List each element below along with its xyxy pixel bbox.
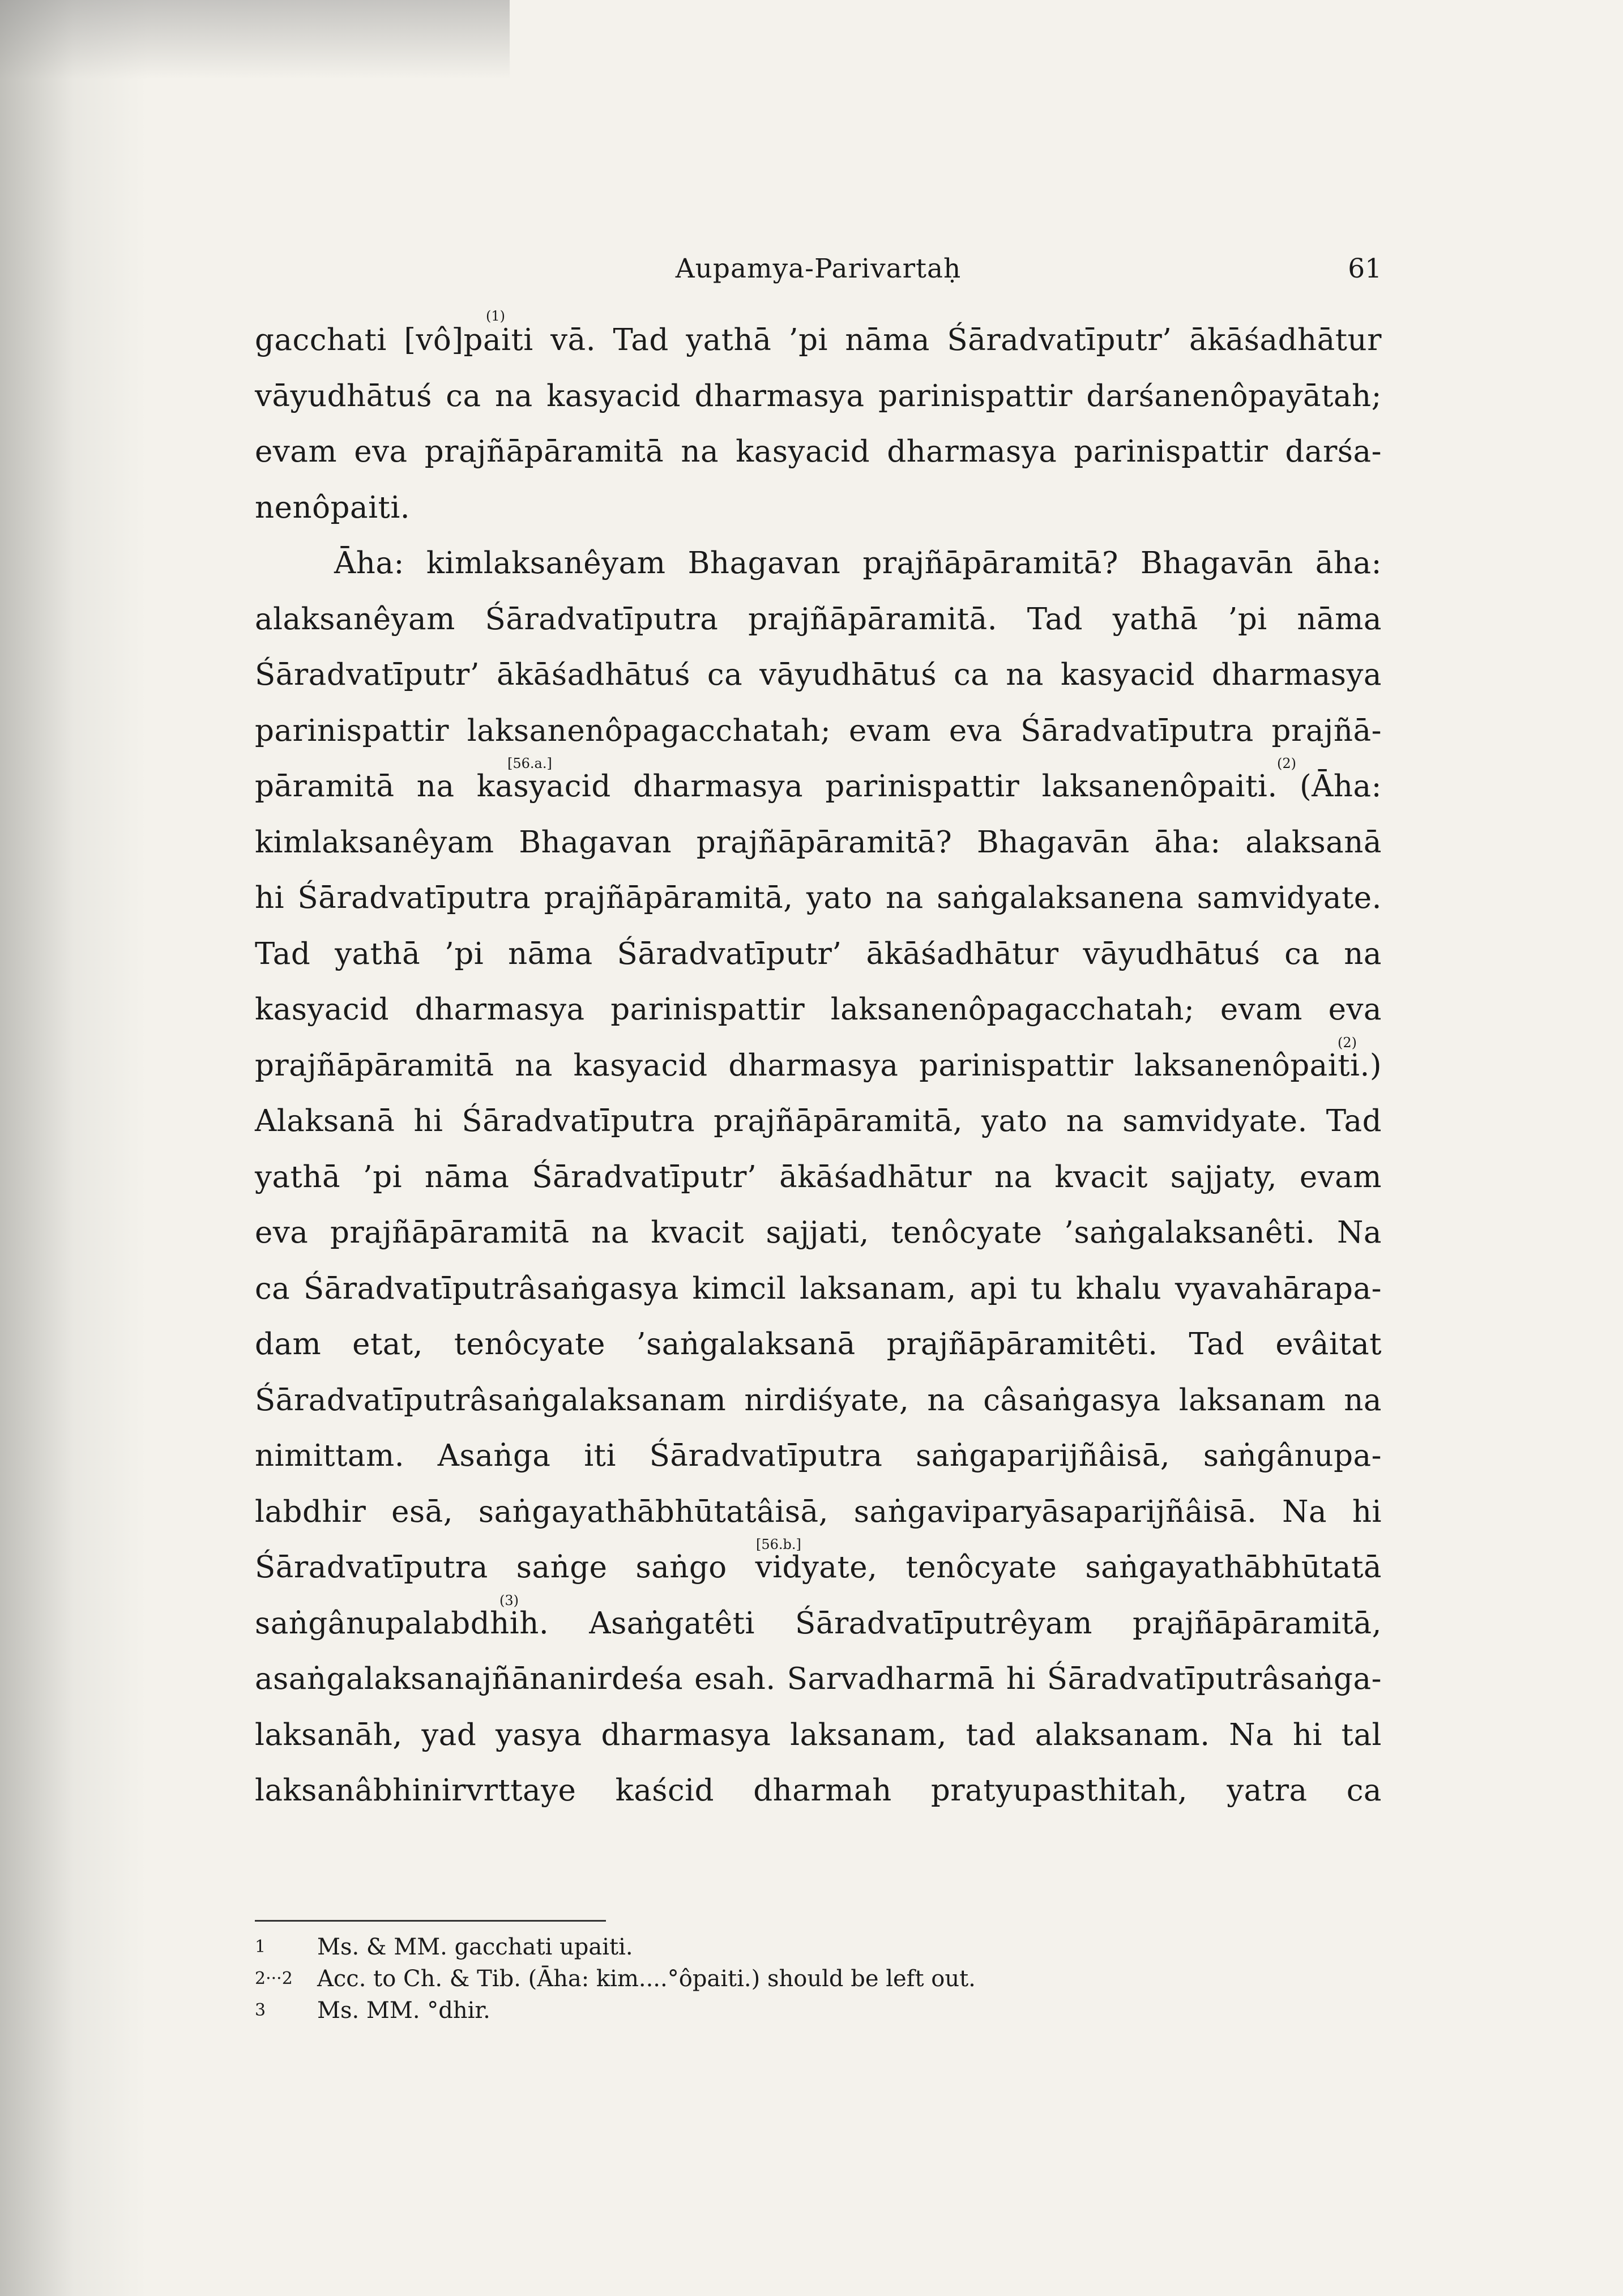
footnote-text: Acc. to Ch. & Tib. (Āha: kim....°ôpaiti.) should be left out. — [317, 1966, 976, 1992]
line-text: Śāradvatīputr’ ākāśadhātuś ca vāyudhātuś ca na kasyacid dharmasya — [255, 658, 1382, 692]
line-text: vāyudhātuś ca na kasyacid dharmasya parinispattir darśanenôpayātah; — [255, 378, 1382, 413]
line-text: Tad yathā ’pi nāma Śāradvatīputr’ ākāśadhātur vāyudhātuś ca na — [255, 936, 1382, 971]
footnote-text: Ms. & MM. gacchati upaiti. — [317, 1934, 633, 1960]
line-text: kasyacid dharmasya parinispattir laksanenôpagacchatah; evam eva — [255, 992, 1382, 1027]
text-line — [255, 756, 1382, 815]
text-line — [255, 1592, 1382, 1652]
text-line — [255, 592, 1382, 648]
text-line — [255, 369, 1382, 425]
text-line — [255, 815, 1382, 871]
margin-note-3: (3) — [499, 1592, 519, 1608]
text-line — [255, 308, 1382, 369]
footnote-mark: 3 — [255, 2000, 266, 2020]
text-line — [255, 1651, 1382, 1708]
text-line — [255, 1034, 1382, 1094]
running-title: Aupamya-Parivartaḥ — [675, 253, 962, 284]
line-text: asaṅgalaksanajñānanirdeśa esah. Sarvadharmā hi Śāradvatīputrâsaṅga- — [255, 1662, 1382, 1696]
line-text: ca Śāradvatīputrâsaṅgasya kimcil laksanam, api tu khalu vyavahārapa- — [255, 1271, 1382, 1306]
page-header — [255, 249, 1382, 289]
text-line — [255, 1484, 1382, 1540]
scan-edge-shadow — [0, 0, 147, 2296]
footnote — [255, 1931, 1382, 1963]
text-line — [255, 480, 1382, 536]
text-line — [255, 1537, 1382, 1596]
line-text: eva prajñāpāramitā na kvacit sajjati, tenôcyate ’saṅgalaksanêti. Na — [255, 1215, 1382, 1250]
scan-top-shadow — [0, 0, 510, 79]
line-text: parinispattir laksanenôpagacchatah; evam eva Śāradvatīputra prajñā- — [255, 713, 1382, 748]
line-text: prajñāpāramitā na kasyacid dharmasya parinispattir laksanenôpaiti.) — [255, 1048, 1382, 1083]
text-line — [255, 1763, 1382, 1819]
margin-note-56a: [56.a.] — [507, 756, 552, 771]
text-line — [255, 424, 1382, 480]
page-number: 61 — [1348, 253, 1382, 284]
line-text: dam etat, tenôcyate ’saṅgalaksanā prajñāpāramitêti. Tad evâitat — [255, 1327, 1382, 1362]
margin-note-56b: [56.b.] — [756, 1537, 801, 1552]
text-line — [255, 1317, 1382, 1373]
line-text: saṅgânupalabdhih. Asaṅgatêti Śāradvatīputrêyam prajñāpāramitā, — [255, 1606, 1382, 1641]
footnotes — [255, 1931, 1382, 2026]
footnote — [255, 1963, 1382, 1995]
line-text: hi Śāradvatīputra prajñāpāramitā, yato na saṅgalaksanena samvidyate. — [255, 881, 1382, 915]
text-line — [255, 1373, 1382, 1429]
line-text: laksanâbhinirvrttaye kaścid dharmah pratyupasthitah, yatra ca — [255, 1773, 1382, 1808]
footnote-mark: 2···2 — [255, 1969, 293, 1988]
line-text: Śāradvatīputrâsaṅgalaksanam nirdiśyate, na câsaṅgasya laksanam na — [255, 1382, 1382, 1418]
text-line — [255, 536, 1382, 592]
footnote-rule — [255, 1920, 606, 1922]
margin-note-2b: (2) — [1338, 1034, 1357, 1051]
line-text: nimittam. Asaṅga iti Śāradvatīputra saṅgaparijñâisā, saṅgânupa- — [255, 1439, 1382, 1473]
footnote-mark: 1 — [255, 1937, 266, 1957]
text-line — [255, 1094, 1382, 1150]
text-line — [255, 870, 1382, 927]
line-text: gacchati [vô]paiti vā. Tad yathā ’pi nāma Śāradvatīputr’ ākāśadhātur — [255, 323, 1382, 357]
line-text: Śāradvatīputra saṅge saṅgo vidyate, tenôcyate saṅgayathābhūtatā — [255, 1550, 1382, 1585]
margin-note-2a: (2) — [1277, 756, 1296, 771]
text-line — [255, 703, 1382, 759]
text-line — [255, 1150, 1382, 1206]
text-line — [255, 1708, 1382, 1764]
footnote-text: Ms. MM. °dhir. — [317, 1998, 490, 2024]
line-text: yathā ’pi nāma Śāradvatīputr’ ākāśadhātur na kvacit sajjaty, evam — [255, 1159, 1382, 1194]
text-line — [255, 1428, 1382, 1484]
line-text: Āha: kimlaksanêyam Bhagavan prajñāpāramitā? Bhagavān āha: — [334, 546, 1382, 581]
line-text: laksanāh, yad yasya dharmasya laksanam, tad alaksanam. Na hi tal — [255, 1717, 1382, 1752]
line-text: evam eva prajñāpāramitā na kasyacid dharmasya parinispattir darśa- — [255, 434, 1382, 469]
text-line — [255, 1205, 1382, 1261]
footnote — [255, 1995, 1382, 2026]
line-text: pāramitā na kasyacid dharmasya parinispattir laksanenôpaiti. (Āha: — [255, 769, 1382, 804]
text-line — [255, 982, 1382, 1038]
line-text: Alaksanā hi Śāradvatīputra prajñāpāramitā, yato na samvidyate. Tad — [255, 1104, 1382, 1138]
body-text — [255, 308, 1382, 1819]
line-text: labdhir esā, saṅgayathābhūtatâisā, saṅgaviparyāsaparijñâisā. Na hi — [255, 1494, 1382, 1529]
text-line — [255, 927, 1382, 983]
margin-note-1: (1) — [486, 308, 505, 324]
text-line — [255, 1261, 1382, 1317]
line-text: alaksanêyam Śāradvatīputra prajñāpāramitā. Tad yathā ’pi nāma — [255, 601, 1382, 637]
line-text: kimlaksanêyam Bhagavan prajñāpāramitā? Bhagavān āha: alaksanā — [255, 825, 1382, 860]
text-line — [255, 647, 1382, 703]
line-text: nenôpaiti. — [255, 490, 411, 525]
